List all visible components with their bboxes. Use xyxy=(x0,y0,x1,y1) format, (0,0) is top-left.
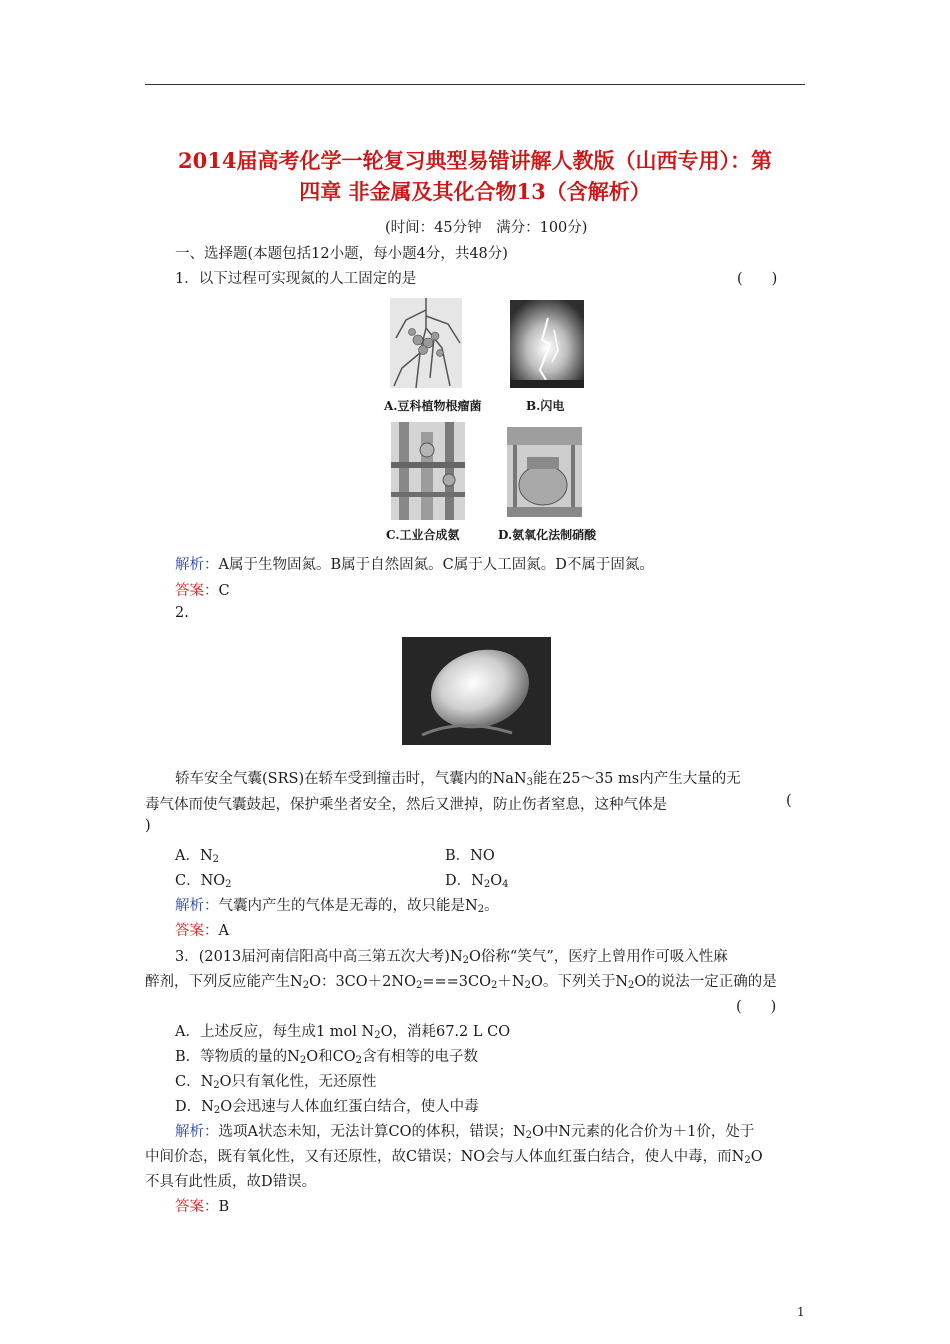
q2-paren-open: ( xyxy=(786,793,792,809)
q1-stem: 1．以下过程可实现氮的人工固定的是 xyxy=(175,271,417,287)
q2-analysis: 气囊内产生的气体是无毒的，故只能是N xyxy=(218,898,478,914)
q3-answer-paren: ( ) xyxy=(736,999,777,1015)
q2-analysis-label: 解析： xyxy=(175,898,219,914)
q1-analysis: A属于生物固氮。B属于自然固氮。C属于人工固氮。D不属于固氮。 xyxy=(218,557,654,573)
section-heading: 一、选择题(本题包括12小题，每小题4分，共48分) xyxy=(175,246,508,262)
q2-stem-line2: 毒气体而使气囊鼓起，保护乘坐者安全，然后又泄掉，防止伤者窒息，这种气体是 xyxy=(145,797,667,813)
q2-option-b: B．NO xyxy=(445,848,495,864)
q2-answer: A xyxy=(218,923,229,939)
q3-stem-line1: 3．(2013届河南信阳高中高三第五次大考)$N_2O$俗称“笑气”，医疗上曾用作可吸入性麻 xyxy=(175,949,728,966)
q3-analysis-line3: 不具有此性质，故D错误。 xyxy=(145,1174,317,1190)
airbag-photo xyxy=(402,637,551,745)
q3-analysis-line2: 中间价态，既有氧化性，又有还原性，故C错误；NO会与人体血红蛋白结合，使人中毒，而$N_2O$ xyxy=(145,1149,763,1166)
q2-option-c: C．$NO_2$ xyxy=(175,873,232,890)
q1-answer-paren: ( ) xyxy=(737,271,778,287)
q2-paren-close: ) xyxy=(145,818,151,834)
q2-number: 2. xyxy=(175,605,189,621)
q1-answer-label: 答案： xyxy=(175,583,219,599)
page-number: 1 xyxy=(797,1305,805,1319)
q2-stem-line1-rest: 能在25～35 ms内产生大量的无 xyxy=(533,771,741,787)
q1-caption-a: A.豆科植物根瘤菌 xyxy=(384,399,482,413)
q3-option-a: A．上述反应，每生成1 mol $N_2O$，消耗67.2 L CO xyxy=(175,1024,511,1041)
header-rule xyxy=(145,84,805,85)
q2-answer-label: 答案： xyxy=(175,923,219,939)
q2-stem-line1: 轿车安全气囊(SRS)在轿车受到撞击时，气囊内的NaN xyxy=(175,771,527,787)
nitric-acid-plant-photo xyxy=(507,427,582,517)
q2-option-d: D．$N_2O_4$ xyxy=(445,873,509,890)
q2-option-a: A．$N_2$ xyxy=(175,848,220,865)
q3-answer: B xyxy=(218,1199,230,1215)
q1-caption-b: B.闪电 xyxy=(526,399,565,413)
root-nodule-photo xyxy=(390,298,462,388)
q3-stem-line2: 醉剂，下列反应能产生$N_2O$：$3CO+2NO_2===3CO_2+N_2O$。下列关于$N_2O$的说法一定正确的是 xyxy=(145,974,777,991)
q3-answer-label: 答案： xyxy=(175,1199,219,1215)
doc-title-line2: 四章 非金属及其化合物13（含解析） xyxy=(299,179,651,204)
q3-analysis-line1: 解析：选项A状态未知，无法计算CO的体积，错误；$N_2O$中N元素的化合价为＋1价，处于 xyxy=(175,1124,755,1141)
ammonia-plant-photo xyxy=(391,422,465,520)
q1-answer: C xyxy=(218,583,230,599)
q1-caption-d: D.氨氧化法制硝酸 xyxy=(498,528,597,542)
q2-stem-sub: 3 xyxy=(526,777,533,788)
q3-option-c: C．$N_2O$只有氧化性，无还原性 xyxy=(175,1074,377,1091)
time-limit: (时间：45分钟 满分：100分) xyxy=(385,220,588,236)
q3-analysis-label: 解析： xyxy=(175,1124,219,1140)
q1-analysis-label: 解析： xyxy=(175,557,219,573)
lightning-photo xyxy=(510,300,584,388)
q1-caption-c: C.工业合成氨 xyxy=(386,528,460,542)
q3-option-d: D．$N_2O$会迅速与人体血红蛋白结合，使人中毒 xyxy=(175,1099,479,1116)
q3-option-b: B．等物质的量的$N_2O$和$CO_2$含有相等的电子数 xyxy=(175,1049,478,1066)
doc-title-line1: 2014届高考化学一轮复习典型易错讲解人教版（山西专用）：第 xyxy=(178,148,772,173)
